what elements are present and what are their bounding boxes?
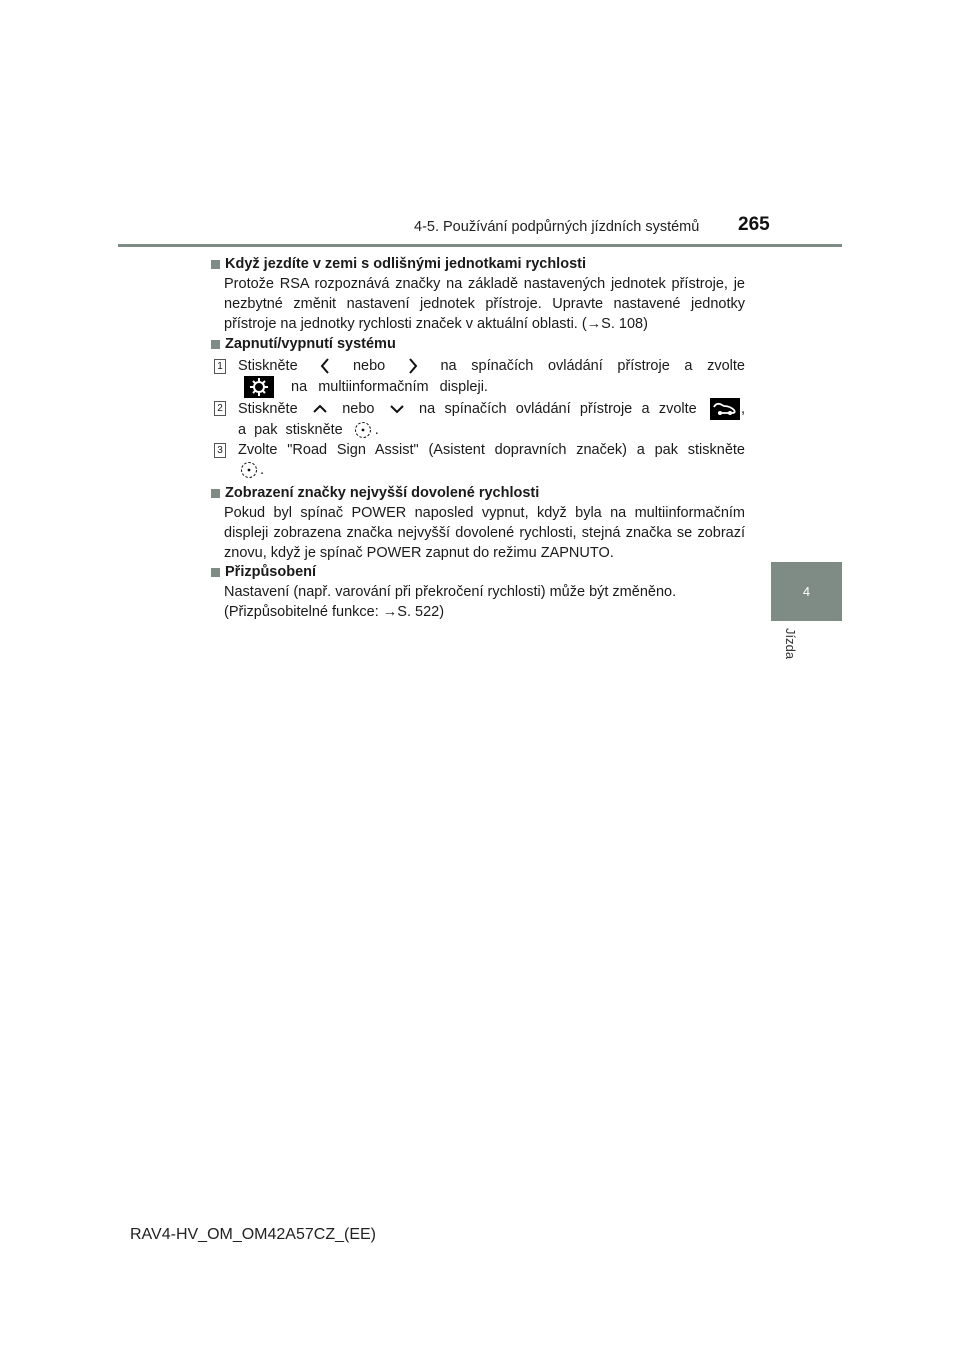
section-heading (211, 483, 745, 503)
step-number: 2 (214, 401, 226, 416)
section-body-line: (Přizpůsobitelné funkce: →S. 522) (224, 604, 445, 620)
chevron-left-icon (320, 358, 330, 374)
ok-button-icon (240, 461, 258, 479)
section-heading (211, 334, 745, 354)
chevron-down-icon (390, 404, 404, 414)
ok-button-icon (354, 421, 372, 439)
section-body: Pokud byl spínač POWER naposled vypnut, když byla na multiinformačním displeji zobrazena značka nejvyšší dovolené rychlosti, stejná značka se zobrazí znovu, když je spínač POWER zapnut do režimu ZAPNUTO. (224, 505, 745, 561)
header-rule (118, 244, 842, 247)
step-text (214, 440, 745, 480)
chapter-tab (771, 562, 842, 621)
document-code: RAV4-HV_OM_OM42A57CZ_(EE) (130, 1226, 376, 1243)
section-speed-units (211, 254, 745, 334)
step-text-part: na multiinformačním displeji. (291, 378, 488, 395)
bullet-square-icon (211, 489, 220, 498)
section-system-onoff (211, 334, 745, 354)
step-text-part: Zvolte "Road Sign Assist" (Asistent dopravních značek) a pak stiskněte (238, 442, 745, 458)
page-number: 265 (738, 214, 770, 235)
step-3 (214, 440, 745, 480)
step-text-part: , a pak stiskněte (238, 400, 746, 438)
bullet-square-icon (211, 340, 220, 349)
car-assist-icon (710, 398, 740, 420)
chevron-right-icon (408, 358, 418, 374)
bullet-square-icon (211, 568, 220, 577)
step-text-part: na spínačích ovládání přístroje a zvolte (419, 400, 697, 417)
section-body-line: Nastavení (např. varování při překročení rychlosti) může být změněno. (224, 584, 677, 600)
step-number: 1 (214, 359, 226, 374)
step-text-part: nebo (342, 400, 375, 417)
heading-text: Zobrazení značky nejvyšší dovolené rychlosti (225, 485, 540, 501)
step-text (214, 398, 745, 440)
step-2 (214, 398, 745, 440)
section-body: Protože RSA rozpoznává značky na základě nastavených jednotek přístroje, je nezbytné změnit nastavení jednotek přístroje. Upravte nastavené jednotky přístroje na jednotky rychlosti značek v aktuální oblasti. (→S. 108) (224, 276, 745, 332)
step-number: 3 (214, 443, 226, 458)
heading-text: Když jezdíte v zemi s odlišnými jednotkami rychlosti (225, 256, 586, 272)
bullet-square-icon (211, 260, 220, 269)
heading-text: Přizpůsobení (225, 564, 317, 580)
section-heading (211, 254, 745, 274)
chapter-tab-number: 4 (802, 584, 811, 599)
chevron-up-icon (313, 404, 327, 414)
section-speed-sign-display (211, 483, 745, 563)
step-text-part: . (260, 462, 265, 478)
chapter-tab-label: Jízda (783, 628, 798, 660)
step-1 (214, 356, 745, 398)
section-heading (211, 562, 745, 582)
section-customization (211, 562, 745, 622)
step-text-part: Stiskněte (238, 358, 298, 374)
step-text (214, 356, 745, 398)
step-text-part: Stiskněte (238, 400, 298, 417)
heading-text: Zapnutí/vypnutí systému (225, 336, 396, 352)
gear-icon (244, 376, 274, 398)
chapter-title: 4-5. Používání podpůrných jízdních systémů (414, 219, 700, 235)
step-text-part: . (374, 422, 379, 438)
step-text-part: nebo (352, 358, 386, 374)
step-text-part: na spínačích ovládání přístroje a zvolte (440, 358, 745, 374)
